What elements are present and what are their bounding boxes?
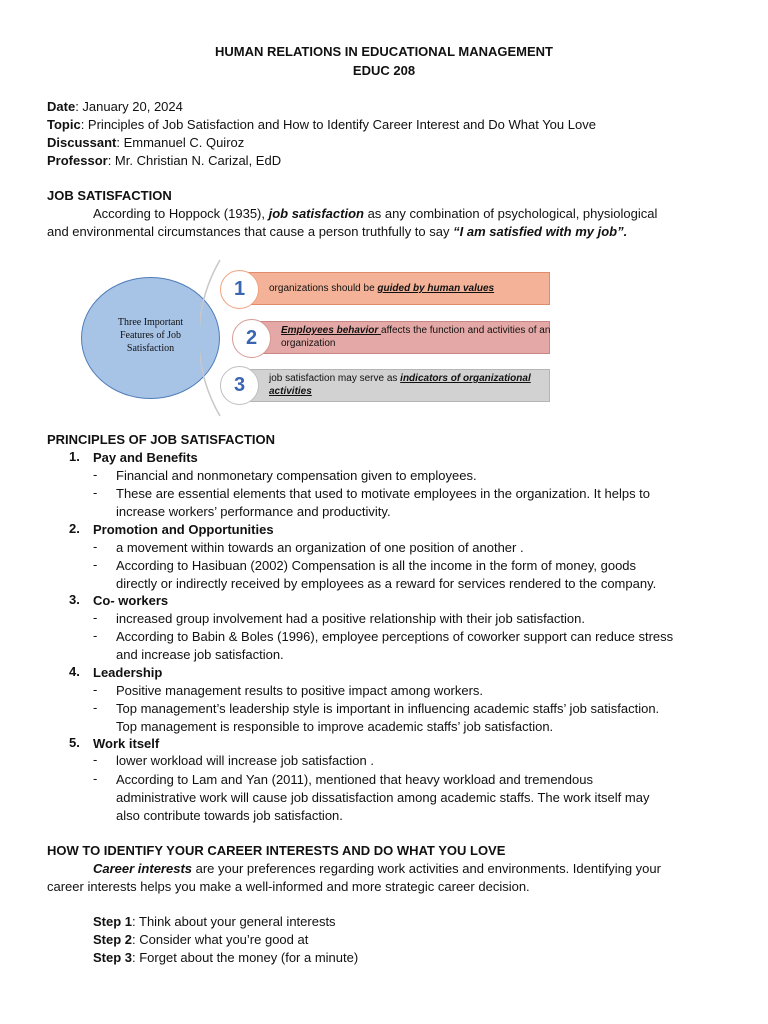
bullet-dash: - <box>93 700 98 715</box>
bullet-dash: - <box>93 485 98 500</box>
bullet-dash: - <box>93 539 98 554</box>
bullet-text: According to Lam and Yan (2011), mentioned that heavy workload and tremendous <box>116 772 593 787</box>
bullet-text: These are essential elements that used to motivate employees in the organization. It helps to <box>116 486 651 501</box>
bullet-text: Positive management results to positive impact among workers. <box>116 683 484 698</box>
document-title: HUMAN RELATIONS IN EDUCATIONAL MANAGEMENT <box>215 44 553 59</box>
bullet-dash: - <box>93 628 98 643</box>
course-code: EDUC 208 <box>352 63 416 78</box>
job-satisfaction-para-line1: According to Hoppock (1935), job satisfaction as any combination of psychological, physiological <box>93 206 658 221</box>
meta-topic: Topic: Principles of Job Satisfaction and How to Identify Career Interest and Do What You Love <box>47 117 596 132</box>
career-para-line1: Career interests are your preferences regarding work activities and environments. Identifying your <box>93 861 661 876</box>
meta-discussant: Discussant: Emmanuel C. Quiroz <box>47 135 245 150</box>
principle-title: Work itself <box>93 736 160 751</box>
career-step-2: Step 2: Consider what you’re good at <box>93 932 309 947</box>
feature-number-1: 1 <box>220 270 259 309</box>
meta-professor: Professor: Mr. Christian N. Carizal, EdD <box>47 153 282 168</box>
principle-title: Promotion and Opportunities <box>93 522 274 537</box>
principles-heading: PRINCIPLES OF JOB SATISFACTION <box>47 432 276 447</box>
bullet-dash: - <box>93 682 98 697</box>
meta-date: Date: January 20, 2024 <box>47 99 183 114</box>
job-satisfaction-heading: JOB SATISFACTION <box>47 188 172 203</box>
bullet-text: According to Hasibuan (2002) Compensation is all the income in the form of money, goods <box>116 558 637 573</box>
principle-number: 5. <box>69 735 80 750</box>
diagram-center-line: Features of Job <box>119 330 182 341</box>
career-heading: HOW TO IDENTIFY YOUR CAREER INTERESTS AND DO WHAT YOU LOVE <box>47 843 506 858</box>
principle-title: Pay and Benefits <box>93 450 198 465</box>
principle-number: 4. <box>69 664 80 679</box>
feature-bar-1: organizations should be guided by human values <box>244 272 550 305</box>
bullet-text: also contribute towards job satisfaction. <box>116 808 343 823</box>
bullet-dash: - <box>93 610 98 625</box>
career-step-1: Step 1: Think about your general interests <box>93 914 336 929</box>
feature-number-2: 2 <box>232 319 271 358</box>
bullet-text: Financial and nonmonetary compensation given to employees. <box>116 468 477 483</box>
principle-number: 1. <box>69 449 80 464</box>
feature-number-3: 3 <box>220 366 259 405</box>
career-para-line2: career interests helps you make a well-informed and more strategic career decision. <box>47 879 530 894</box>
bullet-dash: - <box>93 752 98 767</box>
bullet-text: directly or indirectly received by employees as a reward for services rendered to the company. <box>116 576 657 591</box>
bullet-text: increase workers’ performance and productivity. <box>116 504 391 519</box>
bullet-text: Top management is responsible to improve academic staffs’ job satisfaction. <box>116 719 554 734</box>
principle-number: 2. <box>69 521 80 536</box>
bullet-text: a movement within towards an organization of one position of another . <box>116 540 524 555</box>
bullet-text: lower workload will increase job satisfaction . <box>116 753 374 768</box>
feature-bar-3: job satisfaction may serve as indicators of organizational activities <box>244 369 550 402</box>
bullet-dash: - <box>93 467 98 482</box>
job-satisfaction-para-line2: and environmental circumstances that cause a person truthfully to say “I am satisfied with my job”. <box>47 224 628 239</box>
diagram-center-line: Three Important <box>117 317 184 328</box>
bullet-text: Top management’s leadership style is important in influencing academic staffs’ job satisfaction. <box>116 701 660 716</box>
bullet-dash: - <box>93 771 98 786</box>
bullet-text: increased group involvement had a positive relationship with their job satisfaction. <box>116 611 585 626</box>
bullet-text: According to Babin & Boles (1996), employee perceptions of coworker support can reduce stress <box>116 629 674 644</box>
career-step-3: Step 3: Forget about the money (for a minute) <box>93 950 359 965</box>
feature-bar-2: Employees behavior affects the function and activities of an organization <box>244 321 550 354</box>
principle-title: Co- workers <box>93 593 169 608</box>
principle-title: Leadership <box>93 665 163 680</box>
bullet-dash: - <box>93 557 98 572</box>
bullet-text: administrative work will cause job dissatisfaction among academic staffs. The work itself may <box>116 790 650 805</box>
bullet-text: and increase job satisfaction. <box>116 647 284 662</box>
principle-number: 3. <box>69 592 80 607</box>
diagram-center-line: Satisfaction <box>126 343 175 354</box>
